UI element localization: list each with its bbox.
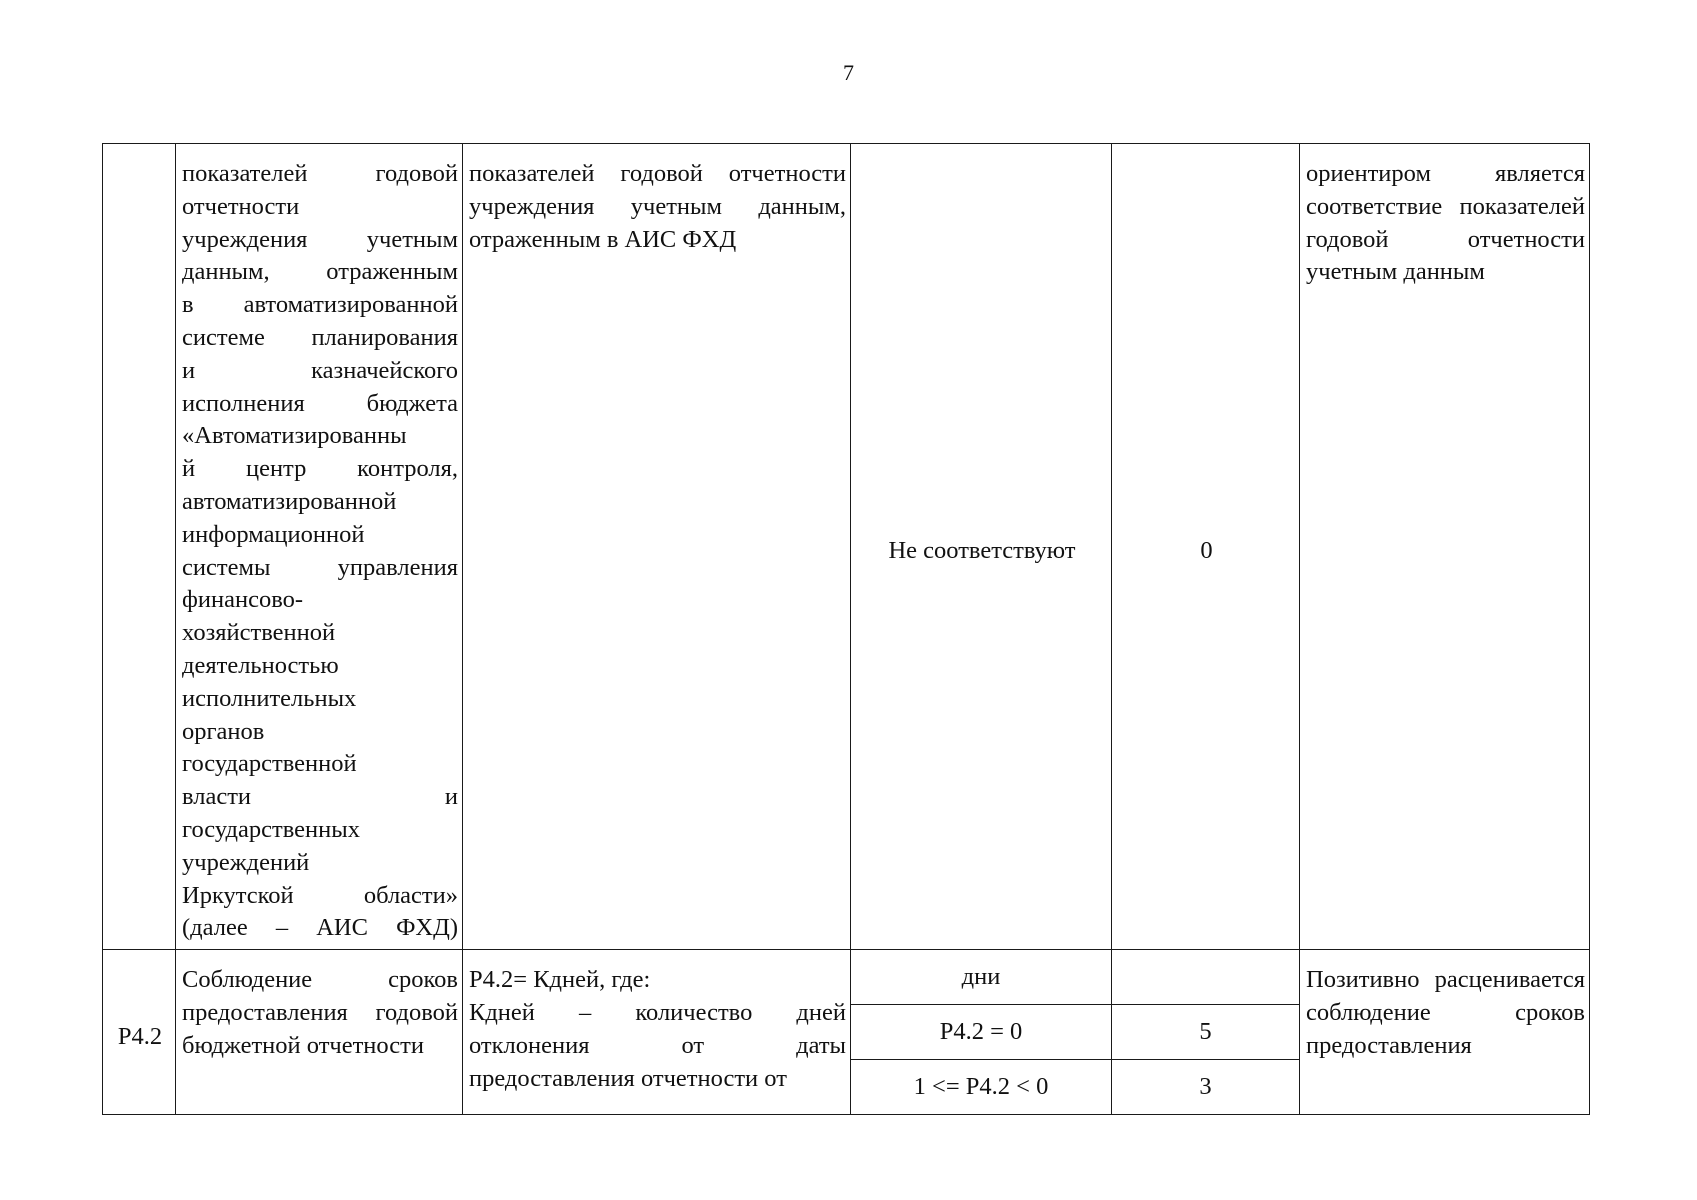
name-line: исполнения бюджета [182,389,458,417]
condition-value-cell: P4.2 = 0 [851,1005,1112,1060]
name-line: хозяйственной [182,619,336,647]
row2-name-cell: Соблюдение сроков предоставления годовой бюджетной отчетности [176,950,463,1115]
row1-name-cell [176,144,463,950]
name-line: системы управления [182,553,458,581]
name-line: в автоматизированной [182,291,458,319]
name-line: власти и [182,783,458,811]
name-line: й центр контроля, [182,455,458,483]
name-line: данным, отраженным [182,258,458,286]
name-line: государственных [182,815,360,843]
name-line: системе планирования [182,323,458,351]
name-line: деятельностью [182,651,339,679]
name-line: (далее – АИС ФХД) [182,914,458,942]
name-line: учреждения учетным [182,225,458,253]
row1-name-lines [182,158,458,945]
row1-note-cell: ориентиром является соответствие показателей годовой отчетности учетным данным [1300,144,1590,950]
condition-value-cell: 1 <= P4.2 < 0 [851,1060,1112,1115]
row2-code-cell: P4.2 [103,950,176,1115]
condition-score-cell: 5 [1112,1005,1300,1060]
name-line: государственной [182,750,357,778]
row2-unit-score-cell [1112,950,1300,1005]
row1-formula-cell: показателей годовой отчетности учреждения учетным данным, отраженным в АИС ФХД [463,144,851,950]
name-line: «Автоматизированны [182,422,407,450]
row2-note-cell: Позитивно расценивается соблюдение сроков предоставления [1300,950,1590,1115]
name-line: органов [182,717,265,745]
row1-code-cell [103,144,176,950]
name-line: отчетности [182,192,300,220]
name-line: финансово- [182,586,304,614]
name-line: информационной [182,520,365,548]
criteria-table [102,143,1590,1115]
page-number: 7 [843,60,854,85]
row1-value-cell: Не соответствуют [851,144,1112,950]
name-line: Иркутской области» [182,881,458,909]
row2-formula-cell [463,950,851,1115]
name-line: и казначейского [182,356,458,384]
name-line: учреждений [182,848,310,876]
table-row [103,144,1590,950]
name-line: автоматизированной [182,487,397,515]
row2-formula-line2: Кдней – количество дней отклонения от даты предоставления отчетности от [469,998,846,1092]
table-row [103,950,1590,1005]
name-line: исполнительных [182,684,357,712]
row2-unit-cell: дни [851,950,1112,1005]
row2-formula-line1: P4.2= Кдней, где: [469,966,651,994]
name-line: показателей годовой [182,160,458,187]
condition-score-cell: 3 [1112,1060,1300,1115]
row1-score-cell: 0 [1112,144,1300,950]
